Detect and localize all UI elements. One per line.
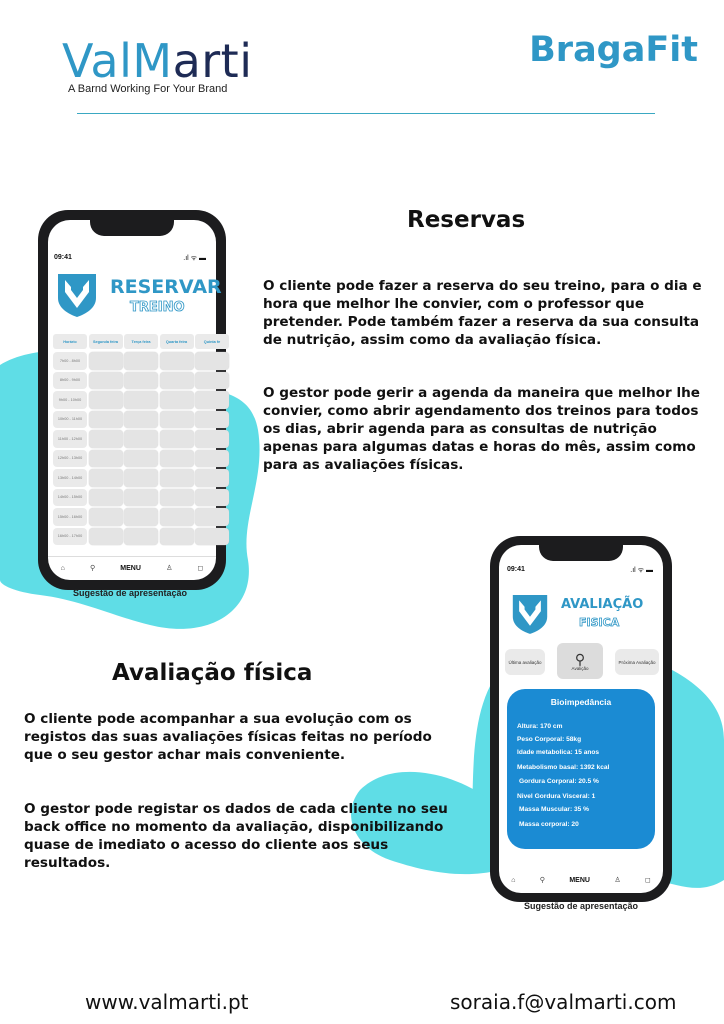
schedule-slot-button[interactable] <box>124 411 158 429</box>
schedule-slot-button[interactable] <box>124 372 158 390</box>
schedule-slot-button[interactable] <box>160 508 194 526</box>
schedule-slot-button[interactable] <box>89 391 123 409</box>
schedule-slot-button[interactable] <box>160 469 194 487</box>
schedule-slot-button[interactable] <box>160 352 194 370</box>
user-icon[interactable]: ♙ <box>614 877 621 884</box>
schedule-slot-button[interactable] <box>195 372 229 390</box>
bioimpedancia-card <box>507 689 655 849</box>
metric-line: Altura: 170 cm <box>517 723 563 730</box>
logo-part-arti: arti <box>172 34 253 88</box>
schedule-slot-button[interactable] <box>124 528 158 546</box>
menu-label[interactable]: MENU <box>120 564 141 572</box>
phone2-caption: Sugestão de apresentação <box>524 901 639 911</box>
schedule-header-cell: Quarta feira <box>160 334 194 349</box>
avaliacao-paragraph-2: O gestor pode registar os dados de cada cliente no seu back office no momento da avaliação, disponibilizando quase de imediato o acesso do cliente aos seus resultados. <box>24 801 448 871</box>
schedule-header-cell: Segunda feira <box>89 334 123 349</box>
schedule-slot-button[interactable] <box>160 430 194 448</box>
schedule-header-cell: Quinta fe <box>195 334 229 349</box>
schedule-slot-button[interactable] <box>195 430 229 448</box>
home-icon[interactable]: ⌂ <box>511 876 516 884</box>
schedule-slot-button[interactable] <box>195 391 229 409</box>
schedule-slot-button[interactable] <box>195 528 229 546</box>
schedule-slot-button[interactable] <box>124 430 158 448</box>
status-icons: .ıl ᯤ ▬ <box>183 255 206 262</box>
schedule-header-cell: Horário <box>53 334 87 349</box>
status-time: 09:41 <box>507 566 525 573</box>
treino-subtitle: TREINO <box>130 300 185 315</box>
schedule-slot-button[interactable] <box>160 489 194 507</box>
footer-email[interactable]: soraia.f@valmarti.com <box>450 990 677 1014</box>
schedule-slot-button[interactable] <box>89 430 123 448</box>
bag-icon[interactable]: ◻ <box>644 877 651 884</box>
schedule-slot-button[interactable] <box>160 450 194 468</box>
metric-line: Nivel Gordura Visceral: 1 <box>517 793 596 800</box>
reservar-title: RESERVAR <box>110 276 222 298</box>
schedule-slot-button[interactable] <box>89 469 123 487</box>
schedule-slot-button[interactable] <box>195 489 229 507</box>
schedule-slot-button[interactable] <box>124 352 158 370</box>
logo-tagline: A Barnd Working For Your Brand <box>68 83 228 95</box>
header-divider <box>77 113 655 114</box>
tab-proxima-avaliacao[interactable]: Próxima Avaliação <box>615 649 659 675</box>
bioimpedancia-title: Bioimpedância <box>550 697 612 707</box>
schedule-slot-button[interactable] <box>195 450 229 468</box>
schedule-slot-button[interactable] <box>124 391 158 409</box>
schedule-slot-button[interactable] <box>89 352 123 370</box>
schedule-slot-button[interactable] <box>89 528 123 546</box>
schedule-slot-button[interactable] <box>89 508 123 526</box>
schedule-slot-button[interactable] <box>124 450 158 468</box>
schedule-slot-button[interactable] <box>89 411 123 429</box>
phone-notch <box>539 545 623 561</box>
brand-name: BragaFit <box>529 30 698 70</box>
tab-avaliacao-label: Avalição <box>571 665 589 671</box>
menu-label[interactable]: MENU <box>569 876 590 884</box>
shield-logo-icon <box>511 593 549 635</box>
footer-website[interactable]: www.valmarti.pt <box>85 990 249 1014</box>
search-icon[interactable]: ⚲ <box>89 565 96 572</box>
shield-logo-icon <box>56 272 98 318</box>
phone1-caption: Sugestão de apresentação <box>73 588 188 598</box>
schedule-slot-button[interactable] <box>195 508 229 526</box>
search-icon[interactable]: ⚲ <box>539 877 545 884</box>
phone-mockup-reservar <box>38 210 226 590</box>
reservas-paragraph-2: O gestor pode gerir a agenda da maneira que melhor lhe convier, como abrir agendamento dos treinos para todos os dias, abrir agenda para as consultas de nutrição apenas para algumas datas e horas do mês, assim como para as avaliações físicas. <box>263 385 701 473</box>
metric-line: Metabolismo basal: 1392 kcal <box>517 764 610 771</box>
phone-screen <box>48 220 222 580</box>
schedule-slot-button[interactable] <box>160 372 194 390</box>
time-slot-label: 13h00 - 14h00 <box>53 469 87 487</box>
schedule-slot-button[interactable] <box>160 391 194 409</box>
logo-part-m: M <box>132 34 173 88</box>
time-slot-label: 9h00 - 10h00 <box>53 391 87 409</box>
home-icon[interactable]: ⌂ <box>60 564 65 572</box>
schedule-slot-button[interactable] <box>89 489 123 507</box>
time-slot-label: 10h00 - 11h00 <box>53 411 87 429</box>
time-slot-label: 14h00 - 15h00 <box>53 489 87 507</box>
metric-line: Gordura Corporal: 20.5 % <box>519 778 599 785</box>
phone-screen <box>499 545 663 893</box>
logo-valmarti <box>62 34 253 88</box>
schedule-slot-button[interactable] <box>89 372 123 390</box>
time-slot-label: 11h00 - 12h00 <box>53 430 87 448</box>
bag-icon[interactable]: ◻ <box>197 565 204 572</box>
metric-line: Peso Corporal: 58kg <box>517 736 582 743</box>
reservas-paragraph-1: O cliente pode fazer a reserva do seu treino, para o dia e hora que melhor lhe convier, com o professor que pretender. Pode também fazer a reserva da sua consulta de nutrição, assim como da avaliação física. <box>263 278 702 348</box>
tab-ultima-avaliacao[interactable]: Última avaliação <box>505 649 545 675</box>
avaliacao-title: Avaliação física <box>112 660 313 686</box>
metric-line: Idade metabolica: 15 anos <box>517 749 600 756</box>
fisica-subtitle: FISICA <box>579 616 620 629</box>
schedule-slot-button[interactable] <box>89 450 123 468</box>
person-scale-icon: ⚲ <box>574 650 586 667</box>
status-time: 09:41 <box>54 254 72 261</box>
time-slot-label: 15h00 - 16h00 <box>53 508 87 526</box>
schedule-slot-button[interactable] <box>160 411 194 429</box>
schedule-slot-button[interactable] <box>124 489 158 507</box>
schedule-slot-button[interactable] <box>195 352 229 370</box>
phone-notch <box>90 220 174 236</box>
logo-part-val: Val <box>62 34 133 88</box>
avaliacao-screen-title: AVALIAÇÃO <box>561 597 644 612</box>
schedule-slot-button[interactable] <box>160 528 194 546</box>
time-slot-label: 8h00 - 9h00 <box>53 372 87 390</box>
schedule-header-cell: Terça feira <box>124 334 158 349</box>
user-icon[interactable]: ♙ <box>166 565 173 572</box>
bottom-tab-bar <box>499 869 663 891</box>
reservas-title: Reservas <box>407 207 526 233</box>
avaliacao-paragraph-1: O cliente pode acompanhar a sua evolução com os registos das suas avaliações físicas feitas no período que o seu gestor achar mais conveniente. <box>24 711 432 763</box>
schedule-slot-button[interactable] <box>195 411 229 429</box>
tab-avaliacao[interactable] <box>557 643 603 679</box>
schedule-slot-button[interactable] <box>124 469 158 487</box>
time-slot-label: 12h00 - 13h00 <box>53 450 87 468</box>
time-slot-label: 7h00 - 8h00 <box>53 352 87 370</box>
schedule-slot-button[interactable] <box>195 469 229 487</box>
status-icons: .ıl ᯤ ▬ <box>630 567 653 574</box>
bottom-tab-bar <box>48 556 216 579</box>
metric-line: Massa corporal: 20 <box>519 821 579 828</box>
metric-line: Massa Muscular: 35 % <box>519 806 589 813</box>
time-slot-label: 16h00 - 17h00 <box>53 528 87 546</box>
schedule-slot-button[interactable] <box>124 508 158 526</box>
phone-mockup-avaliacao <box>490 536 672 902</box>
